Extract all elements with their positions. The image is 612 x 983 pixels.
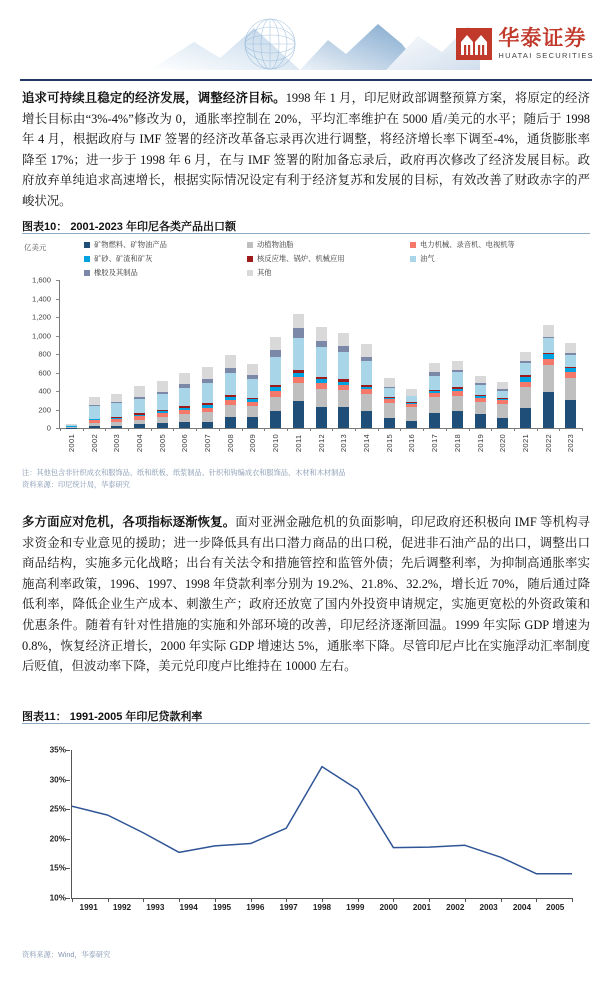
chart2-x-tick-mark bbox=[572, 898, 573, 902]
chart2-x-tick-label: 2005 bbox=[546, 903, 565, 912]
chart1-bar-column bbox=[105, 280, 128, 428]
paragraph-1-lead: 追求可持续且稳定的经济发展，调整经济目标。 bbox=[22, 91, 286, 105]
chart1-bar-segment bbox=[452, 396, 463, 411]
chart2-y-tick-label: 10% bbox=[49, 893, 66, 903]
chart1-x-tick-label: 2011 bbox=[293, 434, 303, 453]
chart1-x-tick-label: 2012 bbox=[316, 434, 326, 453]
chart1-bar-stack bbox=[497, 382, 508, 428]
chart1-bar-segment bbox=[247, 364, 258, 375]
chart1-x-tick-mark bbox=[514, 428, 515, 431]
chart1-bar-segment bbox=[179, 388, 190, 406]
legend-label: 动植物油脂 bbox=[257, 240, 294, 249]
paragraph-2-lead: 多方面应对危机，各项指标逐渐恢复。 bbox=[22, 515, 236, 529]
chart1-bar-segment bbox=[270, 411, 281, 428]
chart1-bar-segment bbox=[338, 333, 349, 346]
paragraph-1 bbox=[22, 88, 590, 212]
chart1-bar-segment bbox=[429, 376, 440, 390]
legend-label: 电力机械、录音机、电视机等 bbox=[420, 240, 515, 249]
chart1-bar-segment bbox=[543, 365, 554, 392]
chart1-bar-segment bbox=[565, 355, 576, 367]
chart1-bar-column bbox=[264, 280, 287, 428]
chart1-bar-segment bbox=[406, 421, 417, 428]
chart1-x-tick-label: 2019 bbox=[475, 434, 485, 453]
chart1-bar-column bbox=[151, 280, 174, 428]
chart1-y-tick-mark bbox=[56, 354, 59, 355]
chart1-x-tick-label: 2006 bbox=[180, 434, 190, 453]
chart1-bar-segment bbox=[475, 414, 486, 428]
chart1-bar-segment bbox=[270, 337, 281, 351]
chart1-x-tick-label: 2023 bbox=[566, 434, 576, 453]
chart1-bar-stack bbox=[384, 378, 395, 428]
chart1-y-tick-label: 1,200 bbox=[31, 312, 51, 322]
chart1-bar-segment bbox=[225, 355, 236, 368]
chart2-x-tick-mark bbox=[358, 898, 359, 902]
chart1-bar-segment bbox=[179, 422, 190, 428]
chart1-bar-column bbox=[355, 280, 378, 428]
chart1-bar-segment bbox=[202, 367, 213, 379]
chart1-bar-segment bbox=[316, 389, 327, 407]
chart1-y-tick-label: 1,400 bbox=[31, 294, 51, 303]
chart2-x-tick-label: 2002 bbox=[446, 903, 465, 912]
header-divider bbox=[20, 79, 592, 81]
chart1-bar-segment bbox=[202, 383, 213, 403]
chart1-bar-segment bbox=[293, 314, 304, 329]
chart2-x-tick-mark bbox=[108, 898, 109, 902]
chart1-x-tick-label: 2003 bbox=[112, 434, 122, 453]
chart1-x-labels bbox=[60, 434, 582, 452]
chart1-y-tick-label: 200 bbox=[38, 405, 51, 414]
chart1-bar-segment bbox=[475, 376, 486, 383]
chart1-bar-segment bbox=[293, 401, 304, 428]
chart1-bar-stack bbox=[225, 355, 236, 428]
paragraph-2-body: 面对亚洲金融危机的负面影响，印尼政府还积极向 IMF 等机构寻求资金和专业意见的援助；进一步降低具有出口潜力商品的出口税，促进非石油产品的出口，调整出口商品结构，实施多元化战略；出台有关法令和措施管控和监管外债；先后调整利率，为抑制高通胀率实施高利率政策，1996、1997、1998 年贷款利率分别为 19.2%、21.8%、32.2%，增长近 70%，随后通过降低利率，降低企业生产成本、刺激生产；政府还放宽了国内外投资申请规定，实施更宽松的外资政策和优惠条件。随着有针对性措施的实施和外部环境的改善，印尼经济逐渐回温。1999 年实际 GDP 增速为 0.8%，恢复经济正增长，2000 年实际 GDP 增速达 5%，通胀率下降。尽管印尼卢比在实施浮动汇率制度后贬值，但波动率下降，美元兑印度卢比维持在 10000 左右。 bbox=[22, 515, 591, 674]
chart2-x-tick-mark bbox=[501, 898, 502, 902]
chart1-bar-stack bbox=[452, 361, 463, 428]
chart1-legend-item bbox=[410, 240, 580, 250]
chart1-y-tick-label: 0 bbox=[46, 423, 51, 433]
page-header bbox=[0, 0, 612, 82]
chart1-bar-segment bbox=[270, 350, 281, 357]
legend-swatch-icon bbox=[247, 270, 253, 276]
chart2-x-tick-mark bbox=[251, 898, 252, 902]
chart1-x-tick-label: 2005 bbox=[157, 434, 167, 453]
exhibit-10-title bbox=[22, 218, 236, 234]
chart1-bar-stack bbox=[202, 367, 213, 428]
huatai-logo-mark-icon bbox=[456, 28, 492, 60]
chart1-bar-column bbox=[537, 280, 560, 428]
chart1-bar-segment bbox=[157, 381, 168, 392]
legend-label: 油气 bbox=[420, 254, 435, 263]
chart2-y-tick-mark bbox=[66, 898, 70, 899]
chart1-bar-segment bbox=[452, 372, 463, 387]
chart1-x-axis-line bbox=[59, 428, 582, 429]
legend-swatch-icon bbox=[84, 242, 90, 248]
chart1-bar-column bbox=[83, 280, 106, 428]
chart1-bar-segment bbox=[497, 382, 508, 389]
chart-export-by-product bbox=[22, 238, 590, 464]
chart1-bar-segment bbox=[429, 397, 440, 413]
chart1-x-tick-mark bbox=[128, 428, 129, 431]
chart1-bar-column bbox=[491, 280, 514, 428]
chart1-bar-segment bbox=[111, 403, 122, 417]
chart1-bar-segment bbox=[361, 411, 372, 428]
chart1-x-tick-mark bbox=[105, 428, 106, 431]
chart1-bar-segment bbox=[384, 418, 395, 428]
chart1-x-tick-mark bbox=[264, 428, 265, 431]
chart1-bar-segment bbox=[406, 389, 417, 396]
chart2-y-tick-mark bbox=[66, 780, 70, 781]
chart1-bar-column bbox=[559, 280, 582, 428]
chart1-x-tick-mark bbox=[446, 428, 447, 431]
legend-swatch-icon bbox=[410, 256, 416, 262]
chart1-bar-segment bbox=[293, 383, 304, 401]
chart1-y-tick-mark bbox=[56, 317, 59, 318]
chart1-bar-segment bbox=[225, 405, 236, 417]
chart1-bar-segment bbox=[247, 417, 258, 428]
chart2-x-tick-mark bbox=[393, 898, 394, 902]
chart1-bar-segment bbox=[497, 418, 508, 428]
chart2-x-tick-label: 1993 bbox=[146, 903, 165, 912]
chart1-bar-segment bbox=[202, 422, 213, 428]
chart1-bar-segment bbox=[316, 327, 327, 341]
chart1-bar-segment bbox=[338, 352, 349, 380]
chart1-bar-segment bbox=[452, 411, 463, 428]
chart1-bar-segment bbox=[497, 391, 508, 398]
chart1-bar-column bbox=[287, 280, 310, 428]
chart1-x-tick-label: 2014 bbox=[361, 434, 371, 453]
chart2-x-tick-label: 1991 bbox=[79, 903, 98, 912]
chart1-bar-segment bbox=[225, 373, 236, 395]
chart2-y-tick-label: 25% bbox=[49, 804, 66, 814]
chart1-bar-segment bbox=[179, 373, 190, 384]
chart2-x-tick-mark bbox=[429, 898, 430, 902]
chart1-bar-column bbox=[310, 280, 333, 428]
chart1-x-tick-label: 2001 bbox=[66, 434, 76, 453]
chart2-x-tick-mark bbox=[322, 898, 323, 902]
chart1-x-tick-label: 2010 bbox=[271, 434, 281, 453]
chart1-bar-stack bbox=[361, 344, 372, 428]
chart2-x-tick-label: 2004 bbox=[512, 903, 532, 912]
chart1-x-tick-label: 2002 bbox=[89, 434, 99, 453]
chart1-bar-segment bbox=[270, 397, 281, 411]
chart1-bar-segment bbox=[384, 403, 395, 418]
chart1-bar-segment bbox=[247, 379, 258, 398]
chart1-bar-segment bbox=[543, 338, 554, 353]
chart-lending-rate bbox=[22, 728, 590, 943]
chart2-y-tick-mark bbox=[66, 839, 70, 840]
chart1-bar-segment bbox=[111, 426, 122, 428]
chart1-bar-segment bbox=[316, 347, 327, 377]
chart2-x-tick-mark bbox=[215, 898, 216, 902]
chart1-legend-item bbox=[84, 240, 247, 250]
logo-chinese-name: 华泰证券 bbox=[498, 27, 587, 51]
chart1-y-tick-label: 1,600 bbox=[31, 275, 51, 285]
chart1-x-tick-label: 2017 bbox=[430, 434, 440, 453]
chart1-y-tick-mark bbox=[56, 336, 59, 337]
chart2-x-tick-label: 1994 bbox=[179, 903, 198, 912]
exhibit-10-title-text: 2001-2023 年印尼各类产品出口额 bbox=[70, 221, 236, 233]
chart1-x-tick-label: 2015 bbox=[384, 434, 394, 453]
chart2-x-tick-mark bbox=[465, 898, 466, 902]
chart1-x-tick-label: 2016 bbox=[407, 434, 417, 453]
chart1-y-tick-label: 1,000 bbox=[31, 331, 51, 340]
chart1-bar-stack bbox=[66, 424, 77, 428]
chart2-y-tick-mark bbox=[66, 868, 70, 869]
chart1-y-tick-label: 400 bbox=[38, 386, 51, 396]
chart1-x-tick-mark bbox=[378, 428, 379, 431]
chart1-x-tick-mark bbox=[423, 428, 424, 431]
chart2-x-tick-label: 2001 bbox=[412, 903, 432, 912]
chart1-x-tick-mark bbox=[83, 428, 84, 431]
chart1-bar-column bbox=[423, 280, 446, 428]
chart1-bar-segment bbox=[452, 361, 463, 370]
chart1-y-unit-label: 亿美元 bbox=[24, 243, 47, 252]
legend-swatch-icon bbox=[84, 256, 90, 262]
chart2-x-tick-label: 2000 bbox=[379, 903, 398, 912]
chart1-legend bbox=[84, 240, 584, 278]
header-decoration-graphic bbox=[150, 18, 480, 70]
chart1-x-tick-mark bbox=[287, 428, 288, 431]
chart1-bar-segment bbox=[520, 363, 531, 375]
chart1-x-tick-label: 2004 bbox=[134, 434, 144, 453]
legend-swatch-icon bbox=[84, 270, 90, 276]
chart1-bar-stack bbox=[429, 363, 440, 428]
chart1-bar-segment bbox=[497, 404, 508, 418]
legend-label: 矿物燃料、矿物油产品 bbox=[94, 240, 167, 249]
chart1-bar-stack bbox=[179, 373, 190, 428]
chart1-bar-segment bbox=[520, 352, 531, 362]
chart1-x-tick-mark bbox=[559, 428, 560, 431]
legend-label: 橡胶及其制品 bbox=[94, 268, 138, 277]
chart1-bar-stack bbox=[543, 325, 554, 428]
chart1-x-tick-label: 2022 bbox=[543, 434, 553, 453]
chart1-bar-stack bbox=[89, 397, 100, 428]
chart1-bar-column bbox=[469, 280, 492, 428]
chart1-y-tick-mark bbox=[56, 280, 59, 281]
chart1-bar-segment bbox=[338, 407, 349, 428]
chart2-x-tick-label: 1992 bbox=[112, 903, 132, 912]
chart1-bar-segment bbox=[543, 392, 554, 428]
chart1-bar-segment bbox=[429, 413, 440, 428]
chart1-x-tick-label: 2007 bbox=[203, 434, 213, 453]
chart1-bar-column bbox=[378, 280, 401, 428]
chart1-legend-item bbox=[84, 254, 247, 264]
chart1-bar-stack bbox=[293, 314, 304, 428]
chart1-bar-segment bbox=[520, 408, 531, 428]
chart1-bar-segment bbox=[225, 417, 236, 428]
chart1-bar-segment bbox=[316, 407, 327, 428]
chart1-bar-segment bbox=[361, 361, 372, 385]
legend-label: 核反应堆、锅炉、机械应用 bbox=[257, 254, 345, 263]
chart2-y-tick-mark bbox=[66, 750, 70, 751]
chart1-bar-column bbox=[196, 280, 219, 428]
chart1-bar-stack bbox=[565, 343, 576, 428]
huatai-logo bbox=[456, 28, 594, 60]
chart1-bar-segment bbox=[384, 378, 395, 387]
chart1-bar-segment bbox=[179, 414, 190, 422]
chart1-bar-segment bbox=[361, 344, 372, 357]
chart2-x-tick-label: 1997 bbox=[279, 903, 298, 912]
chart1-bar-segment bbox=[475, 402, 486, 414]
chart2-y-tick-label: 35% bbox=[49, 745, 66, 755]
chart1-bar-column bbox=[242, 280, 265, 428]
chart1-bar-column bbox=[174, 280, 197, 428]
chart1-bar-segment bbox=[202, 412, 213, 422]
chart1-bar-stack bbox=[111, 394, 122, 428]
chart1-bar-segment bbox=[565, 400, 576, 428]
chart1-x-tick-mark bbox=[537, 428, 538, 431]
chart1-x-tick-mark bbox=[469, 428, 470, 431]
exhibit-10-source: 资料来源：印尼统计局，华泰研究 bbox=[22, 480, 130, 489]
chart1-bar-stack bbox=[157, 381, 168, 428]
chart2-y-tick-label: 15% bbox=[49, 863, 66, 873]
chart2-line-series bbox=[72, 750, 572, 898]
chart1-x-tick-mark bbox=[310, 428, 311, 431]
exhibit-10-label: 图表10： bbox=[22, 221, 68, 233]
chart1-bar-segment bbox=[134, 386, 145, 397]
chart1-bar-segment bbox=[134, 424, 145, 428]
chart1-bar-stack bbox=[247, 364, 258, 428]
chart1-bar-segment bbox=[361, 394, 372, 411]
chart1-bar-segment bbox=[565, 343, 576, 353]
chart1-bar-stack bbox=[316, 327, 327, 428]
chart1-bar-column bbox=[332, 280, 355, 428]
paragraph-2 bbox=[22, 512, 590, 677]
chart1-bar-segment bbox=[475, 385, 486, 395]
chart2-y-tick-mark bbox=[66, 809, 70, 810]
chart1-x-tick-mark bbox=[400, 428, 401, 431]
chart1-bar-segment bbox=[111, 394, 122, 403]
chart1-bar-column bbox=[219, 280, 242, 428]
chart2-x-tick-mark bbox=[72, 898, 73, 902]
chart1-y-tick-label: 600 bbox=[38, 368, 51, 377]
chart1-bar-segment bbox=[157, 423, 168, 428]
chart1-bar-segment bbox=[406, 407, 417, 421]
exhibit-11-title-text: 1991-2005 年印尼贷款利率 bbox=[69, 711, 203, 723]
chart1-x-tick-mark bbox=[332, 428, 333, 431]
chart1-bars bbox=[60, 280, 582, 428]
chart2-y-tick-label: 20% bbox=[49, 834, 66, 844]
chart2-x-tick-label: 2003 bbox=[479, 903, 498, 912]
chart1-bar-segment bbox=[384, 388, 395, 397]
chart2-x-tick-mark bbox=[536, 898, 537, 902]
chart1-x-tick-label: 2008 bbox=[225, 434, 235, 453]
chart2-x-labels bbox=[72, 903, 572, 912]
chart1-legend-item bbox=[247, 254, 410, 264]
chart2-x-tick-mark bbox=[286, 898, 287, 902]
chart2-x-tick-label: 1998 bbox=[312, 903, 332, 912]
chart1-bar-segment bbox=[89, 406, 100, 418]
chart1-legend-item bbox=[410, 254, 580, 264]
chart1-x-tick-mark bbox=[582, 428, 583, 431]
chart1-bar-segment bbox=[338, 390, 349, 407]
legend-swatch-icon bbox=[410, 242, 416, 248]
chart2-plot-area bbox=[72, 750, 572, 898]
chart1-y-tick-mark bbox=[56, 299, 59, 300]
chart1-bar-segment bbox=[293, 328, 304, 338]
chart1-y-tick-mark bbox=[56, 428, 59, 429]
chart2-y-tick-label: 30% bbox=[49, 775, 66, 785]
chart1-bar-segment bbox=[134, 399, 145, 414]
chart1-x-tick-label: 2021 bbox=[520, 434, 530, 453]
chart1-bar-segment bbox=[429, 363, 440, 371]
chart1-x-tick-label: 2018 bbox=[452, 434, 462, 453]
chart1-bar-stack bbox=[134, 386, 145, 428]
chart1-x-tick-mark bbox=[242, 428, 243, 431]
chart2-x-tick-label: 1999 bbox=[346, 903, 365, 912]
chart1-x-tick-mark bbox=[491, 428, 492, 431]
chart1-x-tick-mark bbox=[60, 428, 61, 431]
chart1-bar-stack bbox=[406, 389, 417, 428]
chart1-bar-column bbox=[60, 280, 83, 428]
chart2-x-tick-mark bbox=[179, 898, 180, 902]
chart1-bar-column bbox=[514, 280, 537, 428]
chart1-legend-item bbox=[247, 240, 410, 250]
chart1-bar-stack bbox=[520, 352, 531, 428]
chart1-bar-stack bbox=[475, 376, 486, 428]
chart1-x-tick-mark bbox=[355, 428, 356, 431]
chart1-legend-item bbox=[84, 268, 247, 278]
chart1-x-tick-label: 2013 bbox=[339, 434, 349, 453]
chart1-bar-segment bbox=[247, 406, 258, 417]
chart1-y-tick-mark bbox=[56, 373, 59, 374]
chart1-bar-segment bbox=[543, 325, 554, 337]
exhibit-11-source: 资料来源：Wind，华泰研究 bbox=[22, 950, 111, 959]
chart1-x-tick-label: 2020 bbox=[498, 434, 508, 453]
exhibit-10-note: 注：其他包含非针织成衣和服饰品、纸和纸板、纸浆制品、针织和钩编成衣和服饰品、木材和木材制品 bbox=[22, 468, 346, 477]
exhibit-11-title bbox=[22, 708, 202, 724]
chart1-bar-segment bbox=[293, 338, 304, 370]
chart1-bar-segment bbox=[270, 357, 281, 385]
chart1-x-tick-mark bbox=[219, 428, 220, 431]
chart1-bar-column bbox=[446, 280, 469, 428]
chart1-bar-segment bbox=[89, 426, 100, 428]
exhibit-11-label: 图表11： bbox=[22, 711, 67, 723]
legend-label: 其他 bbox=[257, 268, 272, 277]
chart1-y-tick-mark bbox=[56, 410, 59, 411]
legend-swatch-icon bbox=[247, 256, 253, 262]
chart1-bar-segment bbox=[565, 378, 576, 400]
legend-swatch-icon bbox=[247, 242, 253, 248]
chart1-y-tick-label: 800 bbox=[38, 349, 51, 359]
chart1-bar-stack bbox=[338, 333, 349, 428]
chart1-legend-item bbox=[247, 268, 410, 278]
chart1-bar-column bbox=[128, 280, 151, 428]
chart1-bar-segment bbox=[89, 397, 100, 405]
chart2-x-tick-label: 1995 bbox=[212, 903, 232, 912]
paragraph-1-body: 1998 年 1 月，印尼财政部调整预算方案，将原定的经济增长目标由“3%-4%”修改为 0，通胀率控制在 20%，平均汇率维护在 5000 盾/美元的水平；随后于 1998 年 4 月，根据政府与 IMF 签署的经济改革备忘录再次进行调整，将经济增长率下调至-4%，通货膨胀率降至 17%；进一步于 1998 年 6 月，在与 IMF 签署的附加备忘录后，政府再次修改了经济发展目标。政府放弃单纯追求高速增长，根据实际情况设定有利于经济复苏和发展的目标，有效改善了财政赤字的严峻状况。 bbox=[22, 91, 590, 208]
chart1-x-tick-mark bbox=[196, 428, 197, 431]
chart1-y-axis bbox=[22, 275, 56, 433]
chart1-bar-column bbox=[401, 280, 424, 428]
exhibit-10-divider bbox=[22, 233, 590, 234]
chart2-x-tick-label: 1996 bbox=[246, 903, 265, 912]
chart1-bar-segment bbox=[157, 394, 168, 410]
chart1-bar-segment bbox=[520, 387, 531, 407]
logo-english-name: HUATAI SECURITIES bbox=[498, 51, 594, 61]
chart1-x-tick-label: 2009 bbox=[248, 434, 258, 453]
chart1-x-tick-mark bbox=[173, 428, 174, 431]
chart1-x-tick-mark bbox=[151, 428, 152, 431]
chart1-y-tick-mark bbox=[56, 391, 59, 392]
exhibit-11-divider bbox=[22, 723, 590, 724]
chart2-y-axis bbox=[22, 745, 66, 903]
chart2-x-tick-mark bbox=[143, 898, 144, 902]
chart1-bar-stack bbox=[270, 337, 281, 428]
legend-label: 矿砂、矿渣和矿灰 bbox=[94, 254, 153, 263]
